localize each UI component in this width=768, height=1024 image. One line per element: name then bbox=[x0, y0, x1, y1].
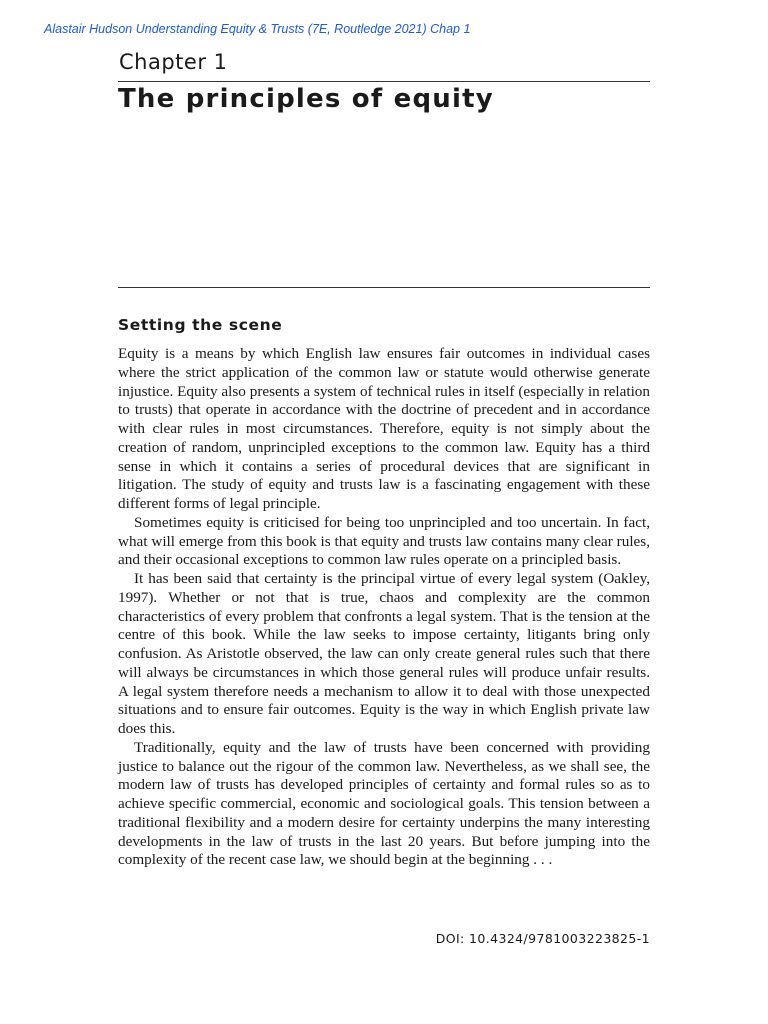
paragraph-3: It has been said that certainty is the principal virtue of every legal system (Oakley, 1997). Whether or not that is true, chaos and complexity are the common characteristics of every problem that confronts a legal system. That is the tension at the centre of this book. While the law seeks to impose certainty, litigants bring only confusion. As Aristotle observed, the law can only create general rules such that there will always be circumstances in which those general rules will produce unfair results. A legal system therefore needs a mechanism to allow it to deal with those unexpected situations and to ensure fair outcomes. Equity is the way in which English private law does this. bbox=[118, 570, 650, 737]
paragraph-4: Traditionally, equity and the law of trusts have been concerned with providing justice to balance out the rigour of the common law. Nevertheless, as we shall see, the modern law of trusts has developed principles of certainty and formal rules so as to achieve specific commercial, economic and sociological goals. This tension between a traditional flexibility and a modern desire for certainty underpins the many interesting developments in the law of trusts in the last 20 years. But before jumping into the complexity of the recent case law, we should begin at the beginning . . . bbox=[118, 738, 650, 869]
paragraph-1: Equity is a means by which English law ensures fair outcomes in individual cases where the strict application of the common law or statute would otherwise generate injustice. Equity also presents a system of technical rules in itself (especially in relation to trusts) that operate in accordance with the doctrine of precedent and in accordance with clear rules in most circumstances. Therefore, equity is not simply about the creation of random, unprincipled exceptions to the common law. Equity has a third sense in which it contains a series of procedural devices that are significant in litigation. The study of equity and trusts law is a fascinating engagement with these different forms of legal principle. bbox=[118, 345, 650, 512]
chapter-title: The principles of equity bbox=[118, 84, 494, 114]
chapter-top-rule bbox=[118, 81, 650, 82]
section-body bbox=[118, 345, 650, 870]
paragraph-2: Sometimes equity is criticised for being too unprincipled and too uncertain. In fact, what will emerge from this book is that equity and trusts law contains many clear rules, and their occasional exceptions to common law rules operate on a principled basis. bbox=[118, 513, 650, 569]
doi-footer: DOI: 10.4324/9781003223825-1 bbox=[435, 931, 650, 946]
section-divider-rule bbox=[118, 287, 650, 288]
header-citation-note: Alastair Hudson Understanding Equity & Trusts (7E, Routledge 2021) Chap 1 bbox=[44, 22, 471, 36]
chapter-label: Chapter 1 bbox=[119, 50, 228, 74]
section-heading: Setting the scene bbox=[118, 316, 283, 334]
